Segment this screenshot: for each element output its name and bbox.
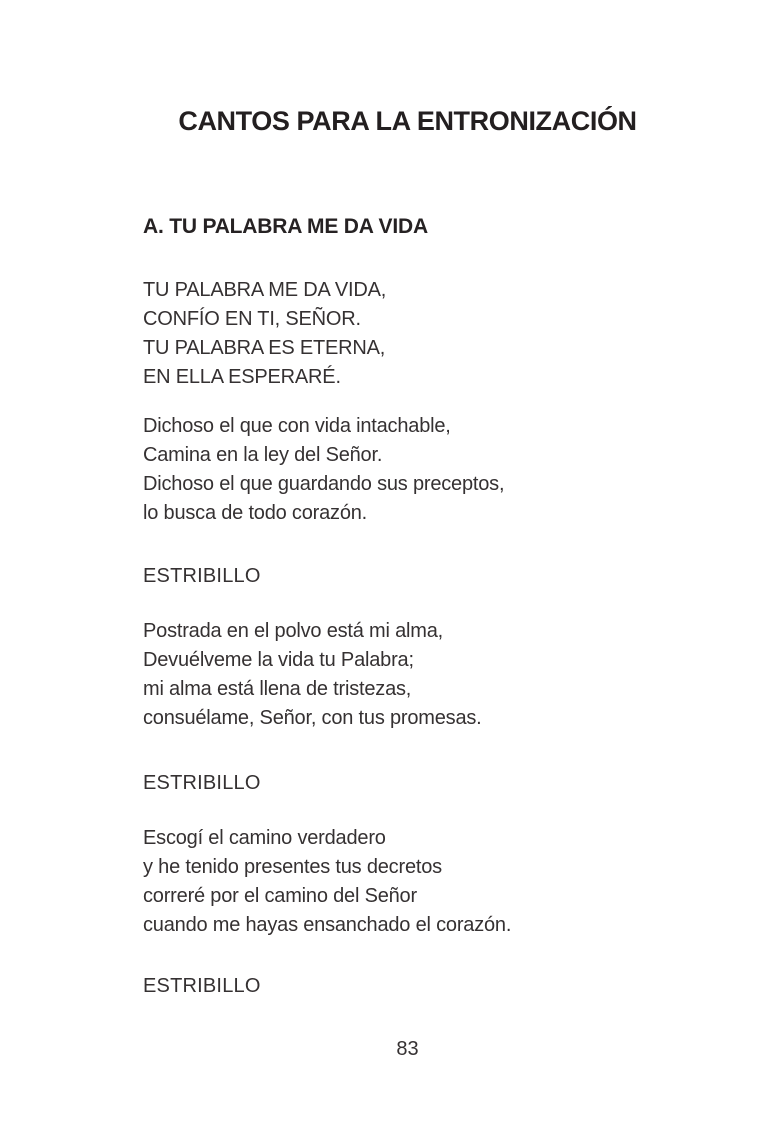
lyric-line: consuélame, Señor, con tus promesas.: [143, 707, 482, 729]
verse-stanza: [143, 617, 672, 733]
lyric-line: EN ELLA ESPERARÉ.: [143, 366, 341, 388]
verse-stanza: [143, 824, 672, 940]
page-title: CANTOS PARA LA ENTRONIZACIÓN: [178, 106, 637, 136]
lyric-line: Camina en la ley del Señor.: [143, 444, 383, 466]
estribillo-label: ESTRIBILLO: [143, 565, 261, 587]
lyric-line: Devuélveme la vida tu Palabra;: [143, 649, 414, 671]
lyric-line: cuando me hayas ensanchado el corazón.: [143, 914, 512, 936]
lyric-line: Escogí el camino verdadero: [143, 827, 386, 849]
lyric-line: y he tenido presentes tus decretos: [143, 856, 442, 878]
lyric-line: lo busca de todo corazón.: [143, 502, 368, 524]
lyric-line: Postrada en el polvo está mi alma,: [143, 620, 444, 642]
lyric-line: Dichoso el que guardando sus preceptos,: [143, 473, 505, 495]
lyric-line: CONFÍO EN TI, SEÑOR.: [143, 308, 361, 330]
lyric-line: Dichoso el que con vida intachable,: [143, 415, 451, 437]
song-heading: A. TU PALABRA ME DA VIDA: [143, 215, 428, 238]
chorus-stanza: [143, 276, 672, 392]
verse-stanza: [143, 412, 672, 528]
estribillo-label: ESTRIBILLO: [143, 975, 261, 997]
page-number: 83: [396, 1038, 419, 1060]
lyric-line: mi alma está llena de tristezas,: [143, 678, 412, 700]
lyric-line: TU PALABRA ME DA VIDA,: [143, 279, 387, 301]
lyric-line: TU PALABRA ES ETERNA,: [143, 337, 386, 359]
estribillo-label: ESTRIBILLO: [143, 772, 261, 794]
text-column: [143, 0, 672, 1001]
lyric-line: correré por el camino del Señor: [143, 885, 417, 907]
